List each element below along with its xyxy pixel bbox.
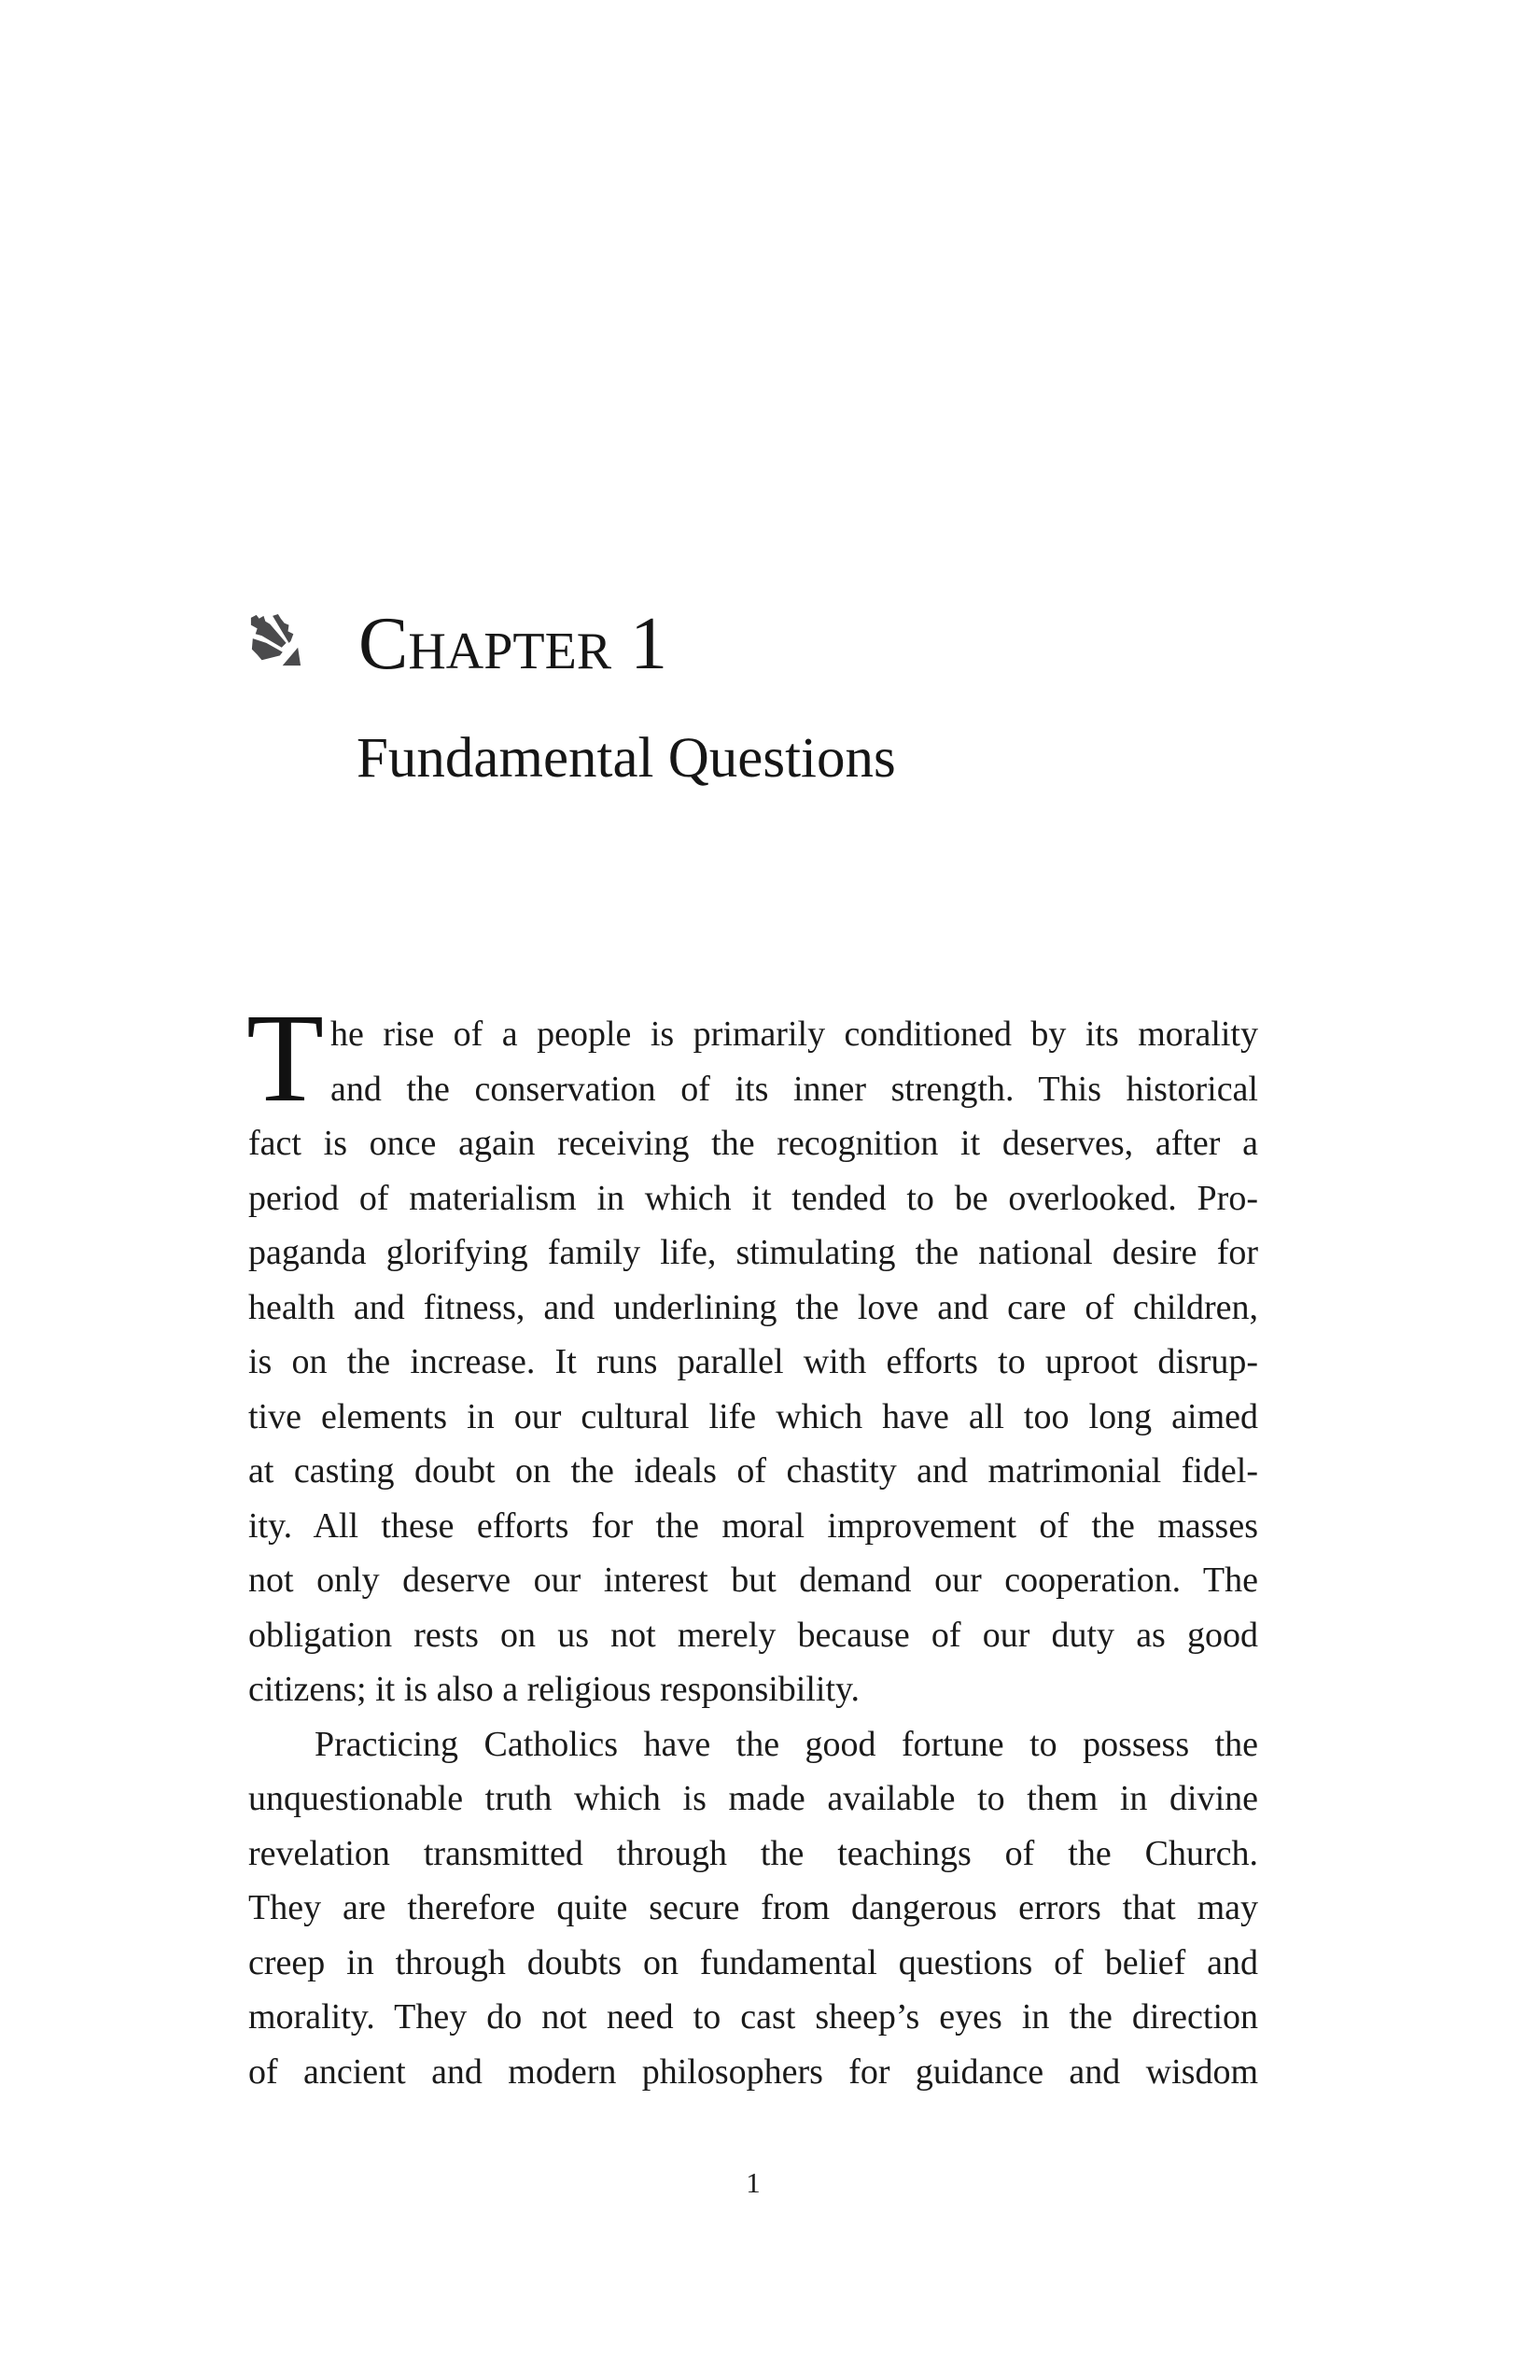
line-text: citizens; it is also a religious responsibility. [248,1670,861,1709]
text-line [248,1990,1258,2045]
text-line [248,1007,1258,1062]
chapter-label: Chapter 1 [358,603,668,685]
chapter-ornament-icon [248,613,302,667]
drop-cap: T [246,988,325,1128]
line-text: ity. All these efforts for the moral improvement of the masses [248,1505,1258,1546]
text-line [248,1116,1258,1171]
text-line [248,1171,1258,1226]
text-line [248,1335,1258,1390]
text-line [248,1717,1258,1772]
line-text: Practicing Catholics have the good fortune to possess the [315,1724,1258,1764]
text-line [248,2045,1258,2100]
line-text: period of materialism in which it tended to be overlooked. Pro- [248,1178,1258,1218]
text-line [248,1608,1258,1663]
line-text: fact is once again receiving the recognition it deserves, after a [248,1124,1258,1163]
text-line [248,1936,1258,1991]
line-text: unquestionable truth which is made available to them in divine [248,1779,1258,1818]
paragraph [248,1717,1258,2100]
ornament-tip [283,648,301,665]
paragraph [248,1007,1258,1717]
text-line [248,1553,1258,1608]
text-line [248,1444,1258,1499]
page-number: 1 [746,2166,761,2199]
line-text: creep in through doubts on fundamental questions of belief and [248,1942,1258,1982]
text-line [248,1771,1258,1827]
leaf-fleuron-icon [248,613,302,667]
line-text: revelation transmitted through the teachings of the Church. [248,1833,1258,1873]
line-text: paganda glorifying family life, stimulating the national desire for [248,1233,1258,1272]
line-text: not only deserve our interest but demand our cooperation. The [248,1561,1258,1600]
text-line [248,1062,1258,1117]
text-line [248,1881,1258,1936]
body-text [248,1007,1258,2099]
text-line [248,1662,1258,1717]
line-text: health and fitness, and underlining the love and care of children, [248,1287,1258,1327]
text-line [248,1499,1258,1554]
text-line [248,1281,1258,1336]
line-text: at casting doubt on the ideals of chastity and matrimonial fidel- [248,1451,1258,1491]
line-text: he rise of a people is primarily conditioned by its morality [330,1015,1258,1054]
line-text: obligation rests on us not merely because of our duty as good [248,1615,1258,1655]
line-text: tive elements in our cultural life which have all too long aimed [248,1396,1258,1436]
line-text: They are therefore quite secure from dangerous errors that may [248,1888,1258,1927]
text-line [248,1827,1258,1882]
chapter-title: Fundamental Questions [357,727,896,790]
text-line [248,1390,1258,1445]
text-line [248,1225,1258,1281]
line-text: morality. They do not need to cast sheep’s eyes in the direction [248,1997,1258,2037]
line-text: of ancient and modern philosophers for guidance and wisdom [248,2051,1258,2092]
line-text: is on the increase. It runs parallel with efforts to uproot disrup- [248,1342,1258,1381]
line-text: and the conservation of its inner strength. This historical [330,1069,1258,1109]
